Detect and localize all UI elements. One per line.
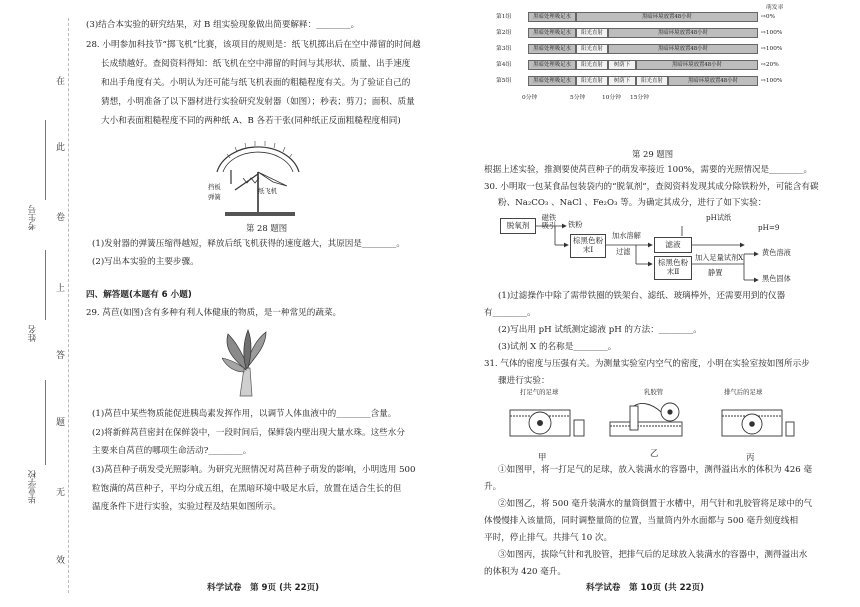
group-label: 第2组: [496, 30, 512, 36]
q29-3: (3)莴苣种子萌发受光照影响。为研究光照情况对莴苣种子萌发的影响，小明选用 500: [92, 465, 416, 475]
timeline-segment: 黑暗环境放置48小时: [636, 60, 758, 70]
left-footer: 科学试卷 第 9页 (共 22页): [207, 583, 320, 593]
section-4-title: 四、解答题(本题有 6 小题): [86, 290, 192, 300]
q29-2: 主要来自莴苣的哪项生命活动?________。: [92, 446, 252, 456]
flow-iron: 铁粉: [568, 220, 583, 229]
timeline-segment: 黑暗处理吸足水: [528, 12, 576, 22]
flow-deoxidizer: 脱氧剂: [500, 218, 536, 234]
flow-magnet: 磁铁吸引: [541, 213, 557, 230]
q31-line: 骤进行实验：: [498, 376, 550, 386]
student-id-label: 考生号: [27, 205, 37, 231]
time-tick: 15分钟: [630, 95, 649, 101]
fig31-jia: 甲: [538, 452, 547, 462]
q31-step1: 升。: [484, 482, 502, 492]
margin-char: 题: [56, 418, 66, 428]
q31-step1: ①如图甲，将一打足气的足球，放入装满水的容器中，测得溢出水的体积为 426 毫: [498, 465, 813, 475]
lettuce-drawing: [222, 328, 272, 398]
germination-rate: ⇨20%: [761, 62, 779, 68]
q28-line: 和出手角度有关。小明认为还可能与纸飞机表面的粗糙程度有关。为了验证自己的: [101, 78, 411, 88]
flow-yellow-solution: 黄色溶液: [762, 248, 791, 257]
germination-rate: ⇨100%: [761, 46, 783, 52]
q30-line: 粉、Na₂CO₃ 、NaCl 、Fe₂O₃ 等。为确定其成分，进行了如下实验：: [498, 198, 767, 208]
timeline-segment: 树荫下: [608, 60, 636, 70]
rate-header: 萌发率: [766, 5, 784, 11]
q28-line: 28. 小明参加科技节“掷飞机”比赛，该项目的规则是：纸飞机掷出后在空中滞留的时间越: [86, 40, 421, 50]
school-line: [45, 380, 46, 465]
q31-step2: 平时，停止排气。共排气 10 次。: [484, 533, 613, 543]
name-line: [45, 250, 46, 320]
flow-filtrate: 滤液: [654, 237, 692, 253]
cut-line: [68, 18, 69, 593]
flow-ph-paper: pH试纸: [706, 213, 732, 222]
q28-line: 大小和表面粗糙程度不同的两种纸 A、B 各若干张(同种纸正反面粗糙程度相同): [101, 116, 401, 126]
right-footer: 科学试卷 第 10页 (共 22页): [586, 583, 705, 593]
timeline-segment: 树荫下: [608, 76, 636, 86]
q30-3: (3)试剂 X 的名称是________。: [498, 342, 617, 352]
name-label: 姓名: [27, 325, 37, 342]
margin-char: 此: [56, 143, 66, 153]
q31-step2: 体慢慢排入该量筒，同时调整量筒的位置，当量筒内外水面都与 500 毫升刻度线相: [484, 516, 799, 526]
margin-char: 效: [56, 556, 66, 566]
margin-char: 无: [56, 488, 66, 498]
germination-rate: ⇨100%: [761, 78, 783, 84]
timeline-segment: 黑暗处理吸足水: [528, 44, 576, 54]
fig31-label-deflated-ball: 排气后的足球: [724, 388, 763, 396]
fig31-label-full-ball: 打足气的足球: [520, 388, 559, 396]
margin-char: 上: [56, 284, 66, 294]
flow-black-powder-1: 棕黑色粉末Ⅰ: [570, 234, 606, 258]
flow-add-water: 加水溶解: [612, 231, 641, 240]
lettuce-image: [222, 328, 272, 398]
q28-line: 长成绩越好。查阅资料得知：纸飞机在空中滞留的时间与其形状、质量、出手速度: [101, 59, 411, 69]
time-tick: 5分钟: [570, 95, 586, 101]
group-label: 第5组: [496, 78, 512, 84]
fig28-caption: 第 28 题图: [246, 223, 288, 233]
flow-black-solid: 黑色固体: [762, 274, 791, 283]
timeline-segment: 黑暗环境放置48小时: [668, 76, 758, 86]
timeline-segment: 黑暗环境放置48小时: [576, 12, 758, 22]
q31-step3: 的体积为 420 毫升。: [484, 567, 567, 577]
margin-char: 在: [56, 77, 66, 87]
fig31-bing: 丙: [746, 452, 755, 462]
q30-flowchart: [496, 212, 826, 292]
launcher-drawing: [195, 132, 315, 222]
flow-black-powder-2: 棕黑色粉末Ⅱ: [654, 256, 692, 280]
germination-rate: ⇨0%: [761, 14, 776, 20]
flow-filter: 过滤: [616, 247, 631, 256]
binding-margin: [0, 0, 80, 607]
figure-29-timeline: [496, 4, 826, 144]
time-tick: 0分钟: [522, 95, 538, 101]
q28-2: (2)写出本实验的主要步骤。: [92, 257, 199, 267]
q27-3: (3)结合本实验的研究结果，对 B 组实验现象做出简要解释：________。: [86, 20, 360, 30]
margin-char: 卷: [56, 213, 66, 223]
timeline-segment: 黑暗处理吸足水: [528, 76, 576, 86]
q31-line: 31. 气体的密度与压强有关。为测量实验室内空气的密度，小明在实验室按如图所示步: [484, 359, 810, 369]
fig28-label-plane: 纸飞机: [258, 187, 278, 195]
timeline-segment: 黑暗处理吸足水: [528, 60, 576, 70]
q29-2: (2)将新鲜莴苣密封在保鲜袋中，一段时间后，保鲜袋内壁出现大量水珠。这些水分: [92, 428, 405, 438]
q29-3: 粒饱满的莴苣种子，平均分成五组，在黑暗环境中吸足水后，放置在适合生长的但: [92, 484, 402, 494]
group-label: 第1组: [496, 14, 512, 20]
q31-step3: ③如图丙，拔除气针和乳胶管，把排气后的足球放入装满水的容器中，测得溢出水: [498, 550, 808, 560]
q30-2: (2)写出用 pH 试纸测定滤液 pH 的方法：________。: [498, 325, 702, 335]
timeline-segment: 阳光直射: [576, 60, 608, 70]
timeline-segment: 黑暗环境放置48小时: [608, 28, 758, 38]
timeline-segment: 阳光直射: [576, 44, 608, 54]
time-tick: 10分钟: [602, 95, 621, 101]
q29-1: (1)莴苣中某些物质能促进胰岛素发挥作用，以调节人体血液中的________含量。: [92, 409, 397, 419]
student-id-line: [45, 120, 46, 200]
fig28-label-baffle: 挡板: [208, 183, 221, 191]
q30-1: (1)过滤操作中除了需带铁圈的铁架台、滤纸、玻璃棒外，还需要用到的仪器: [498, 291, 786, 301]
q28-1: (1)发射器的弹簧压缩得越短，释放后纸飞机获得的速度越大，其原因是________。: [92, 239, 405, 249]
group-label: 第4组: [496, 62, 512, 68]
fig31-yi: 乙: [650, 448, 659, 458]
q30-1: 有________。: [484, 308, 536, 318]
q28-line: 猜想，小明准备了以下器材进行实验研究发射器（如图）；秒表；剪刀；面积、质量: [101, 97, 415, 107]
group-label: 第3组: [496, 46, 512, 52]
germination-rate: ⇨100%: [761, 30, 783, 36]
fig28-label-spring: 弹簧: [208, 193, 221, 201]
timeline-segment: 阳光直射: [576, 28, 608, 38]
timeline-segment: 黑暗环境放置48小时: [608, 44, 758, 54]
q29-3: 温度条件下进行实验，实验过程及结果如图所示。: [92, 502, 282, 512]
school-label: 毕业学校: [27, 470, 37, 504]
margin-char: 答: [56, 351, 66, 361]
q29-intro: 29. 莴苣(如图)含有多种有利人体健康的物质，是一种常见的蔬菜。: [86, 308, 342, 318]
flow-ph-value: pH=9: [758, 223, 780, 232]
timeline-segment: 黑暗处理吸足水: [528, 28, 576, 38]
fig31-label-tube: 乳胶管: [644, 388, 664, 396]
timeline-segment: 阳光直射: [576, 76, 608, 86]
flow-reagent-x: 加入足量试剂X: [695, 253, 744, 262]
flow-stand: 静置: [708, 268, 723, 277]
figure-31-apparatus: [500, 388, 800, 450]
q29-conclusion: 根据上述实验，推测要使莴苣种子的萌发率接近 100%，需要的光照情况是________。: [484, 165, 813, 175]
figure-28-launcher: [195, 132, 315, 222]
timeline-segment: 阳光直射: [636, 76, 668, 86]
fig29-caption: 第 29 题图: [632, 149, 674, 159]
q30-line: 30. 小明取一包某食品包装袋内的“脱氧剂”，查阅资料发现其成分除铁粉外，可能含有碳: [484, 182, 819, 192]
q31-step2: ②如图乙，将 500 毫升装满水的量筒倒置于水槽中，用气针和乳胶管将足球中的气: [498, 499, 813, 509]
